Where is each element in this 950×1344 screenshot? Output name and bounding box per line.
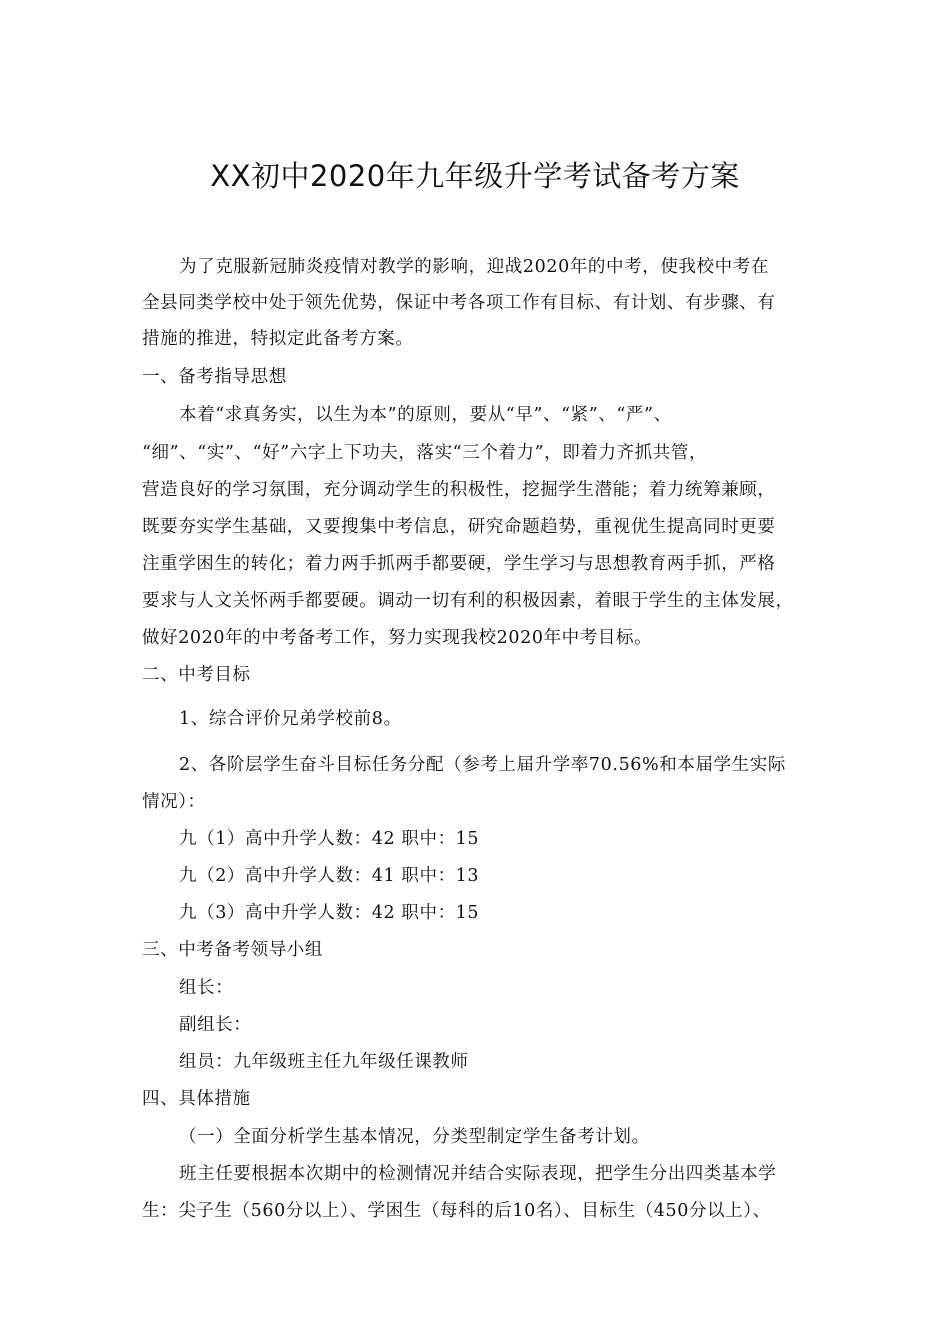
goal-item-2-line-1: 2、各阶层学生奋斗目标任务分配（参考上届升学率70.56%和本届学生实际 xyxy=(179,755,786,775)
group-deputy: 副组长： xyxy=(179,1015,252,1035)
document-title: XX初中2020年九年级升学考试备考方案 xyxy=(210,159,740,193)
intro-line-3: 措施的推进，特拟定此备考方案。 xyxy=(142,329,414,349)
class-target-3: 九（3）高中升学人数：42 职中：15 xyxy=(179,903,480,923)
section1-line-5: 注重学困生的转化；着力两手抓两手都要硬，学生学习与思想教育两手抓，严格 xyxy=(142,554,776,574)
section1-heading: 一、备考指导思想 xyxy=(142,367,287,387)
intro-line-1: 为了克服新冠肺炎疫情对教学的影响，迎战2020年的中考，使我校中考在 xyxy=(179,257,769,277)
intro-line-2: 全县同类学校中处于领先优势，保证中考各项工作有目标、有计划、有步骤、有 xyxy=(142,293,776,313)
goal-item-2-line-2: 情况）： xyxy=(142,792,206,812)
section1-line-3: 营造良好的学习氛围，充分调动学生的积极性，挖掘学生潜能；着力统筹兼顾， xyxy=(142,480,776,500)
group-leader: 组长： xyxy=(179,978,234,998)
group-members: 组员：九年级班主任九年级任课教师 xyxy=(179,1052,469,1072)
class-target-2: 九（2）高中升学人数：41 职中：13 xyxy=(179,866,480,886)
section2-heading: 二、中考目标 xyxy=(142,665,251,685)
section1-line-2: “细”、“实”、“好”六字上下功夫，落实“三个着力”，即着力齐抓共管， xyxy=(142,443,708,463)
section1-line-4: 既要夯实学生基础，又要搜集中考信息，研究命题趋势，重视优生提高同时更要 xyxy=(142,517,776,537)
section4-line-1: 班主任要根据本次期中的检测情况并结合实际表现，把学生分出四类基本学 xyxy=(179,1164,777,1184)
section1-line-6: 要求与人文关怀两手都要硬。调动一切有利的积极因素，着眼于学生的主体发展， xyxy=(142,591,794,611)
class-target-1: 九（1）高中升学人数：42 职中：15 xyxy=(179,829,480,849)
section1-line-7: 做好2020年的中考备考工作，努力实现我校2020年中考目标。 xyxy=(142,628,653,648)
section3-heading: 三、中考备考领导小组 xyxy=(142,940,323,960)
section4-line-2: 生：尖子生（560分以上）、学困生（每科的后10名）、目标生（450分以上）、 xyxy=(142,1201,771,1221)
section4-subheading-1: （一）全面分析学生基本情况，分类型制定学生备考计划。 xyxy=(179,1127,650,1147)
goal-item-1: 1、综合评价兄弟学校前8。 xyxy=(179,709,402,729)
section4-heading: 四、具体措施 xyxy=(142,1089,251,1109)
section1-line-1: 本着“求真务实，以生为本”的原则，要从“早”、“紧”、“严”、 xyxy=(179,405,672,425)
